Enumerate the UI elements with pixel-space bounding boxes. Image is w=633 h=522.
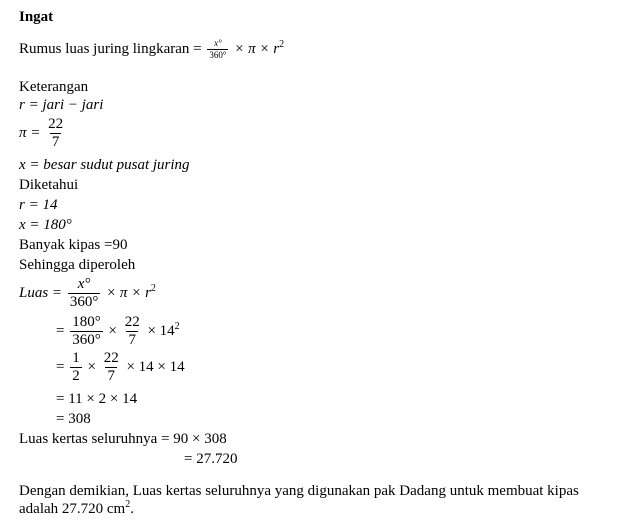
step3-fraction-a — [70, 350, 82, 385]
step2-denominator-a: 360° — [72, 332, 101, 348]
step3-numerator-b: 22 — [103, 350, 119, 366]
step2-times: × — [108, 322, 117, 339]
step1-denominator: 360° — [69, 294, 99, 310]
keterangan-heading: Keterangan — [19, 79, 89, 95]
page-title: Ingat — [19, 9, 54, 25]
step2-fraction-a — [70, 314, 103, 349]
calc-step5: = 308 — [56, 411, 91, 427]
conclusion-exponent: 2 — [125, 499, 131, 510]
diketahui-x: x = 180° — [19, 217, 72, 233]
step2-denominator-b: 7 — [128, 332, 136, 348]
step2-numerator-b: 22 — [124, 314, 140, 330]
step3-eq: = — [56, 358, 65, 375]
keterangan-x: x = besar sudut pusat juring — [19, 157, 190, 173]
step2-numerator-a: 180° — [72, 314, 101, 330]
step2-rest: × 14 — [147, 322, 175, 339]
formula-fraction — [207, 38, 228, 61]
formula-line — [19, 38, 284, 61]
formula-numerator: x° — [214, 38, 222, 48]
step1-numerator: x° — [77, 276, 91, 292]
conclusion-line2 — [19, 500, 134, 518]
calc-step4: = 11 × 2 × 14 — [56, 391, 138, 407]
step2-eq: = — [56, 322, 65, 339]
conclusion-line1: Dengan demikian, Luas kertas seluruhnya yang digunakan pak Dadang untuk membuat kipas — [19, 483, 579, 499]
step3-fraction-b — [102, 350, 121, 385]
formula-rest: × π × r — [234, 40, 280, 57]
total-line2: = 27.720 — [184, 451, 238, 467]
calc-step2 — [56, 314, 180, 349]
sehingga-text: Sehingga diperoleh — [19, 257, 136, 273]
step3-denominator-b: 7 — [107, 368, 115, 384]
total-line1: Luas kertas seluruhnya = 90 × 308 — [19, 431, 227, 447]
pi-fraction — [46, 116, 65, 151]
diketahui-r: r = 14 — [19, 197, 58, 213]
pi-lhs: π = — [19, 124, 41, 141]
step2-exponent: 2 — [174, 320, 180, 332]
pi-numerator: 22 — [48, 116, 64, 132]
step2-fraction-b — [123, 314, 142, 349]
conclusion-text: adalah 27.720 cm — [19, 501, 126, 517]
conclusion-end: . — [130, 501, 134, 517]
formula-exponent: 2 — [279, 38, 285, 50]
keterangan-r: r = jari − jari — [19, 97, 104, 113]
step1-exponent: 2 — [150, 282, 156, 294]
step3-rest: × 14 × 14 — [126, 358, 185, 375]
calc-step3 — [56, 350, 185, 385]
step3-numerator-a: 1 — [72, 350, 80, 366]
formula-label: Rumus luas juring lingkaran = — [19, 40, 202, 57]
pi-denominator: 7 — [51, 134, 60, 150]
formula-denominator: 360° — [209, 50, 227, 60]
luas-lhs: Luas = — [19, 284, 63, 301]
step1-fraction — [68, 276, 101, 311]
diketahui-heading: Diketahui — [19, 177, 79, 193]
step1-rest: × π × r — [106, 284, 151, 301]
calc-step1 — [19, 276, 156, 311]
keterangan-pi — [19, 116, 67, 151]
diketahui-kipas: Banyak kipas =90 — [19, 237, 128, 253]
step3-denominator-a: 2 — [72, 368, 80, 384]
step3-times: × — [87, 358, 96, 375]
